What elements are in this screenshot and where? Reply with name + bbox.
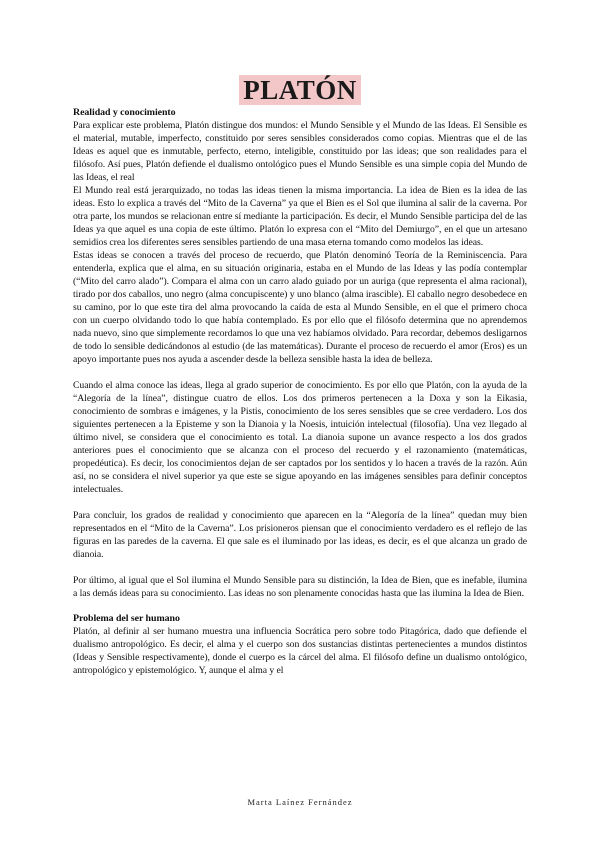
paragraph: Cuando el alma conoce las ideas, llega al grado superior de conocimiento. Es por ello que Platón, con la ayuda de la “Alegoría de la línea”, distingue cuatro de ellos. Los dos primeros pertenecen a la Doxa y son la Eikasia, conocimiento de sombras e imágenes, y la Pistis, conocimiento de los seres sensibles que se cree verdadero. Los dos siguientes pertenecen a la Episteme y son la Dianoia y la Noesis, intuición intelectual (filosofía). Una vez llegado al último nivel, se considera que el conocimiento es total. La dianoia supone un avance respecto a los dos grados anteriores pues el conocimiento que se alcanza con el proceso del recuerdo y el razonamiento (matemáticas, propedéutica). Es decir, los conocimientos dejan de ser captados por los sentidos y lo hacen a través de la razón. Aún así, no se considera el nivel superior ya que este se sigue apoyando en las imágenes sensibles para definir conceptos intelectuales.: [73, 380, 527, 495]
title-container: [0, 75, 600, 105]
page-title: PLATÓN: [239, 75, 361, 105]
paragraph: El Mundo real está jerarquizado, no todas las ideas tienen la misma importancia. La idea de Bien es la idea de las ideas. Esto lo explica a través del “Mito de la Caverna” ya que el Bien es el Sol que ilumina al salir de la caverna. Por otra parte, los mundos se relacionan entre sí mediante la participación. Es decir, el Mundo Sensible participa del de las Ideas ya que aquel es una copia de este último. Platón lo expresa con el “Mito del Demiurgo”, en el que un artesano semidios crea los diferentes seres sensibles partiendo de una masa eterna tomando como modelos las ideas.: [73, 185, 527, 248]
paragraph-spacer: [73, 600, 527, 612]
paragraph: Para concluir, los grados de realidad y conocimiento que aparecen en la “Alegoría de la línea” quedan muy bien representados en el “Mito de la Caverna”. Los prisioneros piensan que el conocimiento verdadero es el reflejo de las figuras en las paredes de la caverna. El que sale es el iluminado por las ideas, es decir, es el que alcanza un grado de dianoia.: [73, 510, 527, 560]
paragraph-spacer: [73, 496, 527, 509]
paragraph-spacer: [73, 561, 527, 574]
paragraph: Estas ideas se conocen a través del proceso de recuerdo, que Platón denominó Teoría de la Reminiscencia. Para entenderla, explica que el alma, en su situación originaria, estaba en el Mundo de las Ideas y las podía contemplar (“Mito del carro alado”). Compara el alma con un carro alado guiado por un auriga (que representa el alma racional), tirado por dos caballos, uno negro (alma concupiscente) y uno blanco (alma irascible). El caballo negro desobedece en su camino, por lo que este tira del alma provocando la caída de esta al Mundo Sensible, en el que el primero choca con un cuerpo olvidando todo lo que había contemplado. Es por ello que el filósofo determina que no aprendemos nada nuevo, sino que simplemente recordamos lo que una vez habíamos olvidado. Para recordar, debemos desligarnos de todo lo sensible dedicándonos al estudio (de las matemáticas). Durante el proceso de recuerdo el amor (Eros) es un apoyo importante pues nos ayuda a ascender desde la belleza sensible hasta la idea de belleza.: [73, 250, 527, 365]
paragraph: Para explicar este problema, Platón distingue dos mundos: el Mundo Sensible y el Mundo de las Ideas. El Sensible es el material, mutable, imperfecto, constituido por seres sensibles considerados como copias. Mientras que el de las Ideas es aquel que es inmutable, perfecto, eterno, inteligible, constituido por las ideas; que son realidades para el filósofo. Así pues, Platón defiende el dualismo ontológico pues el Mundo Sensible es una simple copia del Mundo de las Ideas, el real: [73, 120, 527, 183]
paragraph: Por último, al igual que el Sol ilumina el Mundo Sensible para su distinción, la Idea de Bien, que es inefable, ilumina a las demás ideas para su conocimiento. Las ideas no son plenamente conocidas hasta que las ilumina la Idea de Bien.: [73, 575, 527, 599]
paragraph: Platón, al definir al ser humano muestra una influencia Socrática pero sobre todo Pitagórica, dado que defiende el dualismo antropológico. Es decir, el alma y el cuerpo son dos sustancias distintas pertenecientes a mundos distintos (Ideas y Sensible respectivamente), donde el cuerpo es la cárcel del alma. El filósofo define un dualismo ontológico, antropológico y epistemológico. Y, aunque el alma y el: [73, 626, 527, 676]
section-heading: Realidad y conocimiento: [73, 107, 176, 118]
document-body: [73, 106, 527, 677]
paragraph-spacer: [73, 366, 527, 379]
page-footer-author: Marta Laínez Fernández: [247, 797, 353, 807]
section-heading: Problema del ser humano: [73, 613, 180, 624]
